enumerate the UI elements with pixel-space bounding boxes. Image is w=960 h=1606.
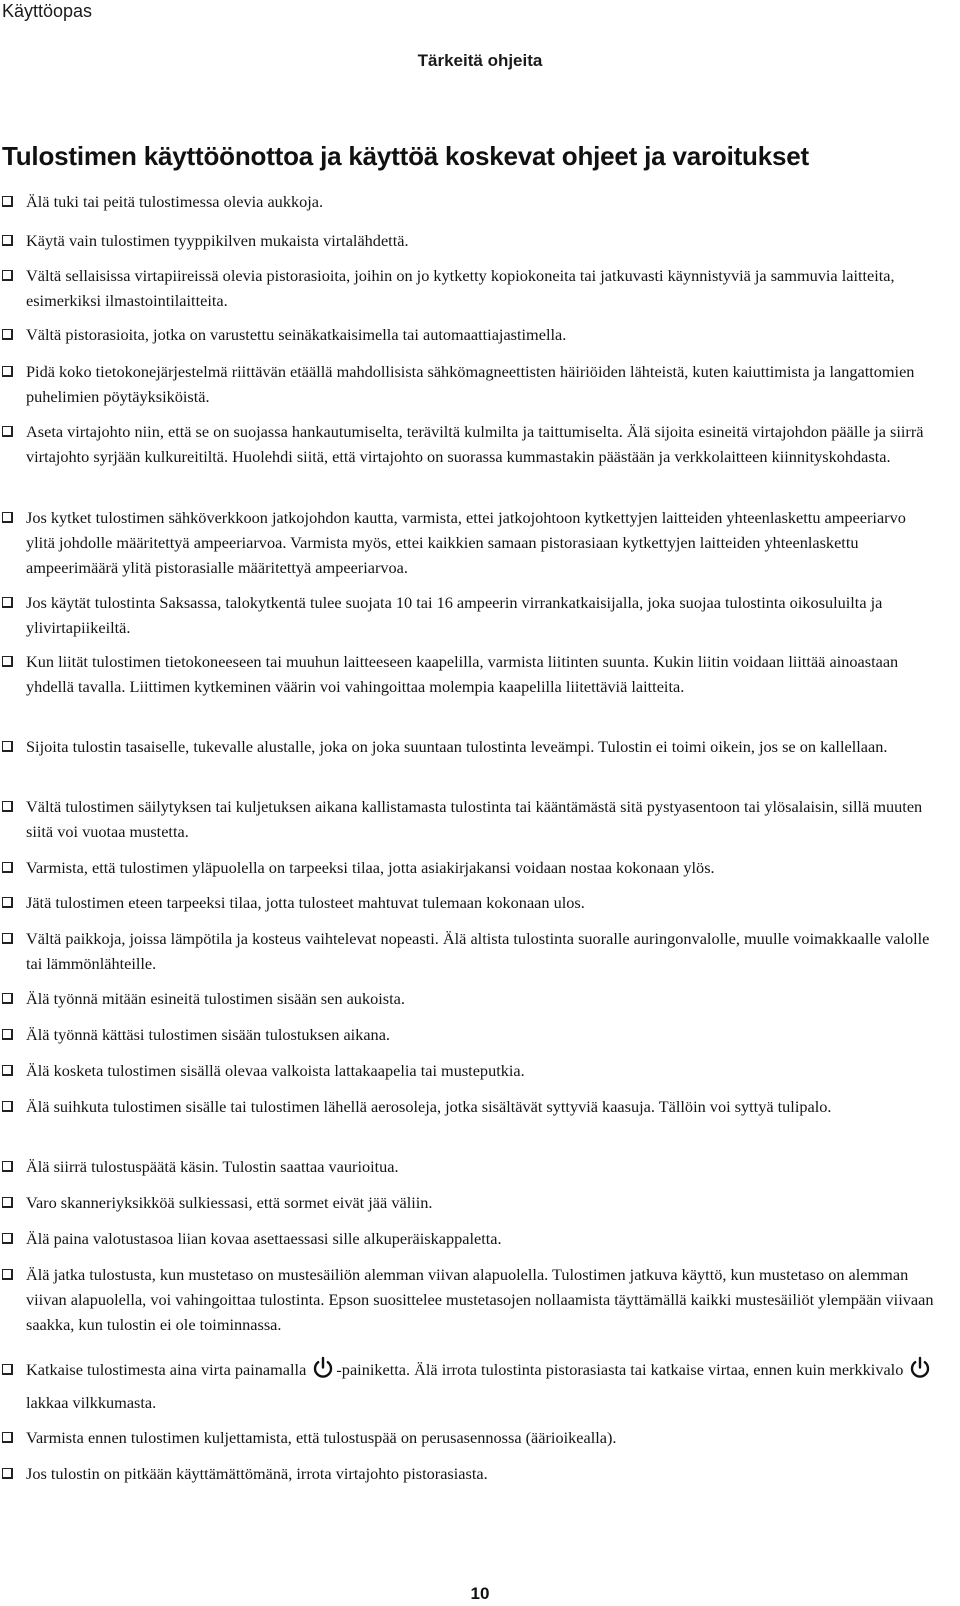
- list-item: [0, 890, 958, 915]
- list-item: [0, 649, 958, 699]
- checkbox-bullet-icon: [2, 933, 13, 944]
- list-item: [0, 926, 958, 976]
- checkbox-bullet-icon: [2, 741, 13, 752]
- checkbox-bullet-icon: [2, 512, 13, 523]
- checkbox-bullet-icon: [2, 993, 13, 1004]
- list-item-text: Jos käytät tulostinta Saksassa, talokytkentä tulee suojata 10 tai 16 ampeerin virrankatkaisijalla, joka suojaa tulostinta oikosuluilta ja ylivirtapiikeiltä.: [26, 593, 883, 637]
- list-item-text: Käytä vain tulostimen tyyppikilven mukaista virtalähdettä.: [26, 231, 409, 250]
- list-item: [0, 263, 958, 313]
- list-item-text: Vältä tulostimen säilytyksen tai kuljetuksen aikana kallistamasta tulostinta tai kääntämästä sitä pystyasentoon tai ylösalaisin, sillä muuten siitä voi vuotaa mustetta.: [26, 797, 923, 841]
- list-item: [0, 1190, 958, 1215]
- list-item-text: Älä työnnä kättäsi tulostimen sisään tulostuksen aikana.: [26, 1025, 390, 1044]
- list-item-text: Pidä koko tietokonejärjestelmä riittävän etäällä mahdollisista sähkömagneettisten häiriöiden lähteistä, kuten kaiuttimista ja langattomien puhelimien pöytäyksiköistä.: [26, 362, 915, 406]
- list-item-text: Varmista, että tulostimen yläpuolella on tarpeeksi tilaa, jotta asiakirjakansi voidaan nostaa kokonaan ylös.: [26, 858, 715, 877]
- list-item: [0, 505, 958, 580]
- list-item: [0, 1262, 958, 1337]
- list-item-text: Varo skanneriyksikköä sulkiessasi, että sormet eivät jää väliin.: [26, 1193, 433, 1212]
- checkbox-bullet-icon: [2, 1029, 13, 1040]
- list-item-text: Älä työnnä mitään esineitä tulostimen sisään sen aukoista.: [26, 989, 405, 1008]
- list-item-text: [0, 1353, 958, 1419]
- list-item: [0, 1094, 958, 1119]
- checkbox-bullet-icon: [2, 1269, 13, 1280]
- list-item-text: Älä kosketa tulostimen sisällä olevaa valkoista lattakaapelia tai musteputkia.: [26, 1061, 525, 1080]
- checkbox-bullet-icon: [2, 656, 13, 667]
- running-header: Käyttöopas: [2, 1, 93, 21]
- list-item: [0, 1353, 958, 1419]
- checkbox-bullet-icon: [2, 1065, 13, 1076]
- list-item: [0, 590, 958, 640]
- list-item: [0, 419, 958, 469]
- list-item-text: Sijoita tulostin tasaiselle, tukevalle alustalle, joka on joka suuntaan tulostinta leveämpi. Tulostin ei toimi oikein, jos se on kallellaan.: [26, 737, 888, 756]
- section-header: Tärkeitä ohjeita: [417, 51, 543, 70]
- list-item-text: Vältä pistorasioita, jotka on varustettu seinäkatkaisimella tai automaattiajastimella.: [26, 325, 567, 344]
- list-item: [0, 228, 958, 253]
- power-instruction-part1: Katkaise tulostimesta aina virta painamalla: [26, 1360, 307, 1379]
- checkbox-bullet-icon: [2, 862, 13, 873]
- list-item: [0, 1058, 958, 1083]
- list-item-text: Aseta virtajohto niin, että se on suojassa hankautumiselta, teräviltä kulmilta ja taittumiselta. Älä sijoita esineitä virtajohdon päälle ja siirrä virtajohto syrjään kulkureitiltä. Huolehdi siitä, että virtajohto on suorassa kummastakin päästään ja verkkolaitteen kiinnityskohdasta.: [26, 422, 924, 466]
- checkbox-bullet-icon: [2, 1432, 13, 1443]
- list-item-text: Kun liität tulostimen tietokoneeseen tai muuhun laitteeseen kaapelilla, varmista liitinten suunta. Kukin liitin voidaan liittää ainoastaan yhdellä tavalla. Liittimen kytkeminen väärin voi vahingoittaa molempia kaapelilla liitettäviä laitteita.: [26, 652, 899, 696]
- list-item-text: Älä tuki tai peitä tulostimessa olevia aukkoja.: [26, 192, 324, 211]
- list-item: [0, 794, 958, 844]
- list-item: [0, 1226, 958, 1251]
- list-item-text: Älä siirrä tulostuspäätä käsin. Tulostin saattaa vaurioitua.: [26, 1157, 399, 1176]
- checkbox-bullet-icon: [2, 897, 13, 908]
- list-item: [0, 359, 958, 409]
- list-item-text: Jätä tulostimen eteen tarpeeksi tilaa, jotta tulosteet mahtuvat tulemaan kokonaan ulos.: [26, 893, 585, 912]
- list-item-text: Älä paina valotustasoa liian kovaa asettaessasi sille alkuperäiskappaletta.: [26, 1229, 502, 1248]
- checkbox-bullet-icon: [2, 1197, 13, 1208]
- checkbox-bullet-icon: [2, 196, 13, 207]
- power-instruction-part2: -painiketta. Älä irrota tulostinta pistorasiasta tai katkaise virtaa, ennen kuin merkkivalo: [336, 1360, 904, 1379]
- checkbox-bullet-icon: [2, 270, 13, 281]
- list-item-text: Jos kytket tulostimen sähköverkkoon jatkojohdon kautta, varmista, ettei jatkojohtoon kytkettyjen laitteiden yhteenlaskettu ampeeriarvo ylitä johdolle määritettyä ampeeriarvoa. Varmista myös, ettei kaikkien samaan pistorasiaan kytkettyjen laitteiden yhteenlaskettu ampeerimäärä ylitä pistorasialle määritettyä ampeeriarvoa.: [26, 508, 906, 577]
- checkbox-bullet-icon: [2, 1468, 13, 1479]
- checkbox-bullet-icon: [2, 1161, 13, 1172]
- list-item: [0, 1154, 958, 1179]
- list-item-text: Älä suihkuta tulostimen sisälle tai tulostimen lähellä aerosoleja, jotka sisältävät syttyviä kaasuja. Tällöin voi syttyä tulipalo.: [26, 1097, 832, 1116]
- checkbox-bullet-icon: [2, 426, 13, 437]
- checkbox-bullet-icon: [2, 597, 13, 608]
- list-item-text: Älä jatka tulostusta, kun mustetaso on mustesäiliön alemman viivan alapuolella. Tulostimen jatkuva käyttö, kun mustetaso on alemman viivan alapuolella, voi vahingoittaa tulostinta. Epson suosittelee mustetasojen nollaamista täyttämällä kaikki mustesäiliöt ylempään viivaan saakka, kun tulostin ei ole toiminnassa.: [26, 1265, 934, 1334]
- checkbox-bullet-icon: [2, 801, 13, 812]
- list-item: [0, 189, 958, 214]
- page-heading: Tulostimen käyttöönottoa ja käyttöä koskevat ohjeet ja varoitukset: [2, 141, 809, 171]
- list-item-text: Vältä paikkoja, joissa lämpötila ja kosteus vaihtelevat nopeasti. Älä altista tulostinta suoralle auringonvalolle, muulle voimakkaalle valolle tai lämmönlähteille.: [26, 929, 930, 973]
- list-item: [0, 1425, 958, 1450]
- list-item: [0, 1461, 958, 1486]
- list-item: [0, 855, 958, 880]
- page-number: 10: [470, 1584, 490, 1603]
- checkbox-bullet-icon: [2, 1101, 13, 1112]
- list-item: [0, 322, 958, 347]
- list-item-text: Jos tulostin on pitkään käyttämättömänä, irrota virtajohto pistorasiasta.: [26, 1464, 488, 1483]
- list-item: [0, 986, 958, 1011]
- checkbox-bullet-icon: [2, 1233, 13, 1244]
- checkbox-bullet-icon: [2, 329, 13, 340]
- checkbox-bullet-icon: [2, 366, 13, 377]
- list-item: [0, 1022, 958, 1047]
- power-symbol-icon: [312, 1356, 334, 1380]
- list-item-text: Vältä sellaisissa virtapiireissä olevia pistorasioita, joihin on jo kytketty kopiokoneita tai jatkuvasti käynnistyviä ja sammuvia laitteita, esimerkiksi ilmastointilaitteita.: [26, 266, 895, 310]
- power-instruction-part3: lakkaa vilkkumasta.: [26, 1393, 157, 1412]
- checkbox-bullet-icon: [2, 235, 13, 246]
- list-item-text: Varmista ennen tulostimen kuljettamista, että tulostuspää on perusasennossa (äärioikealla).: [26, 1428, 617, 1447]
- checkbox-bullet-icon: [2, 1364, 13, 1375]
- power-symbol-icon: [909, 1356, 931, 1380]
- list-item: [0, 734, 958, 759]
